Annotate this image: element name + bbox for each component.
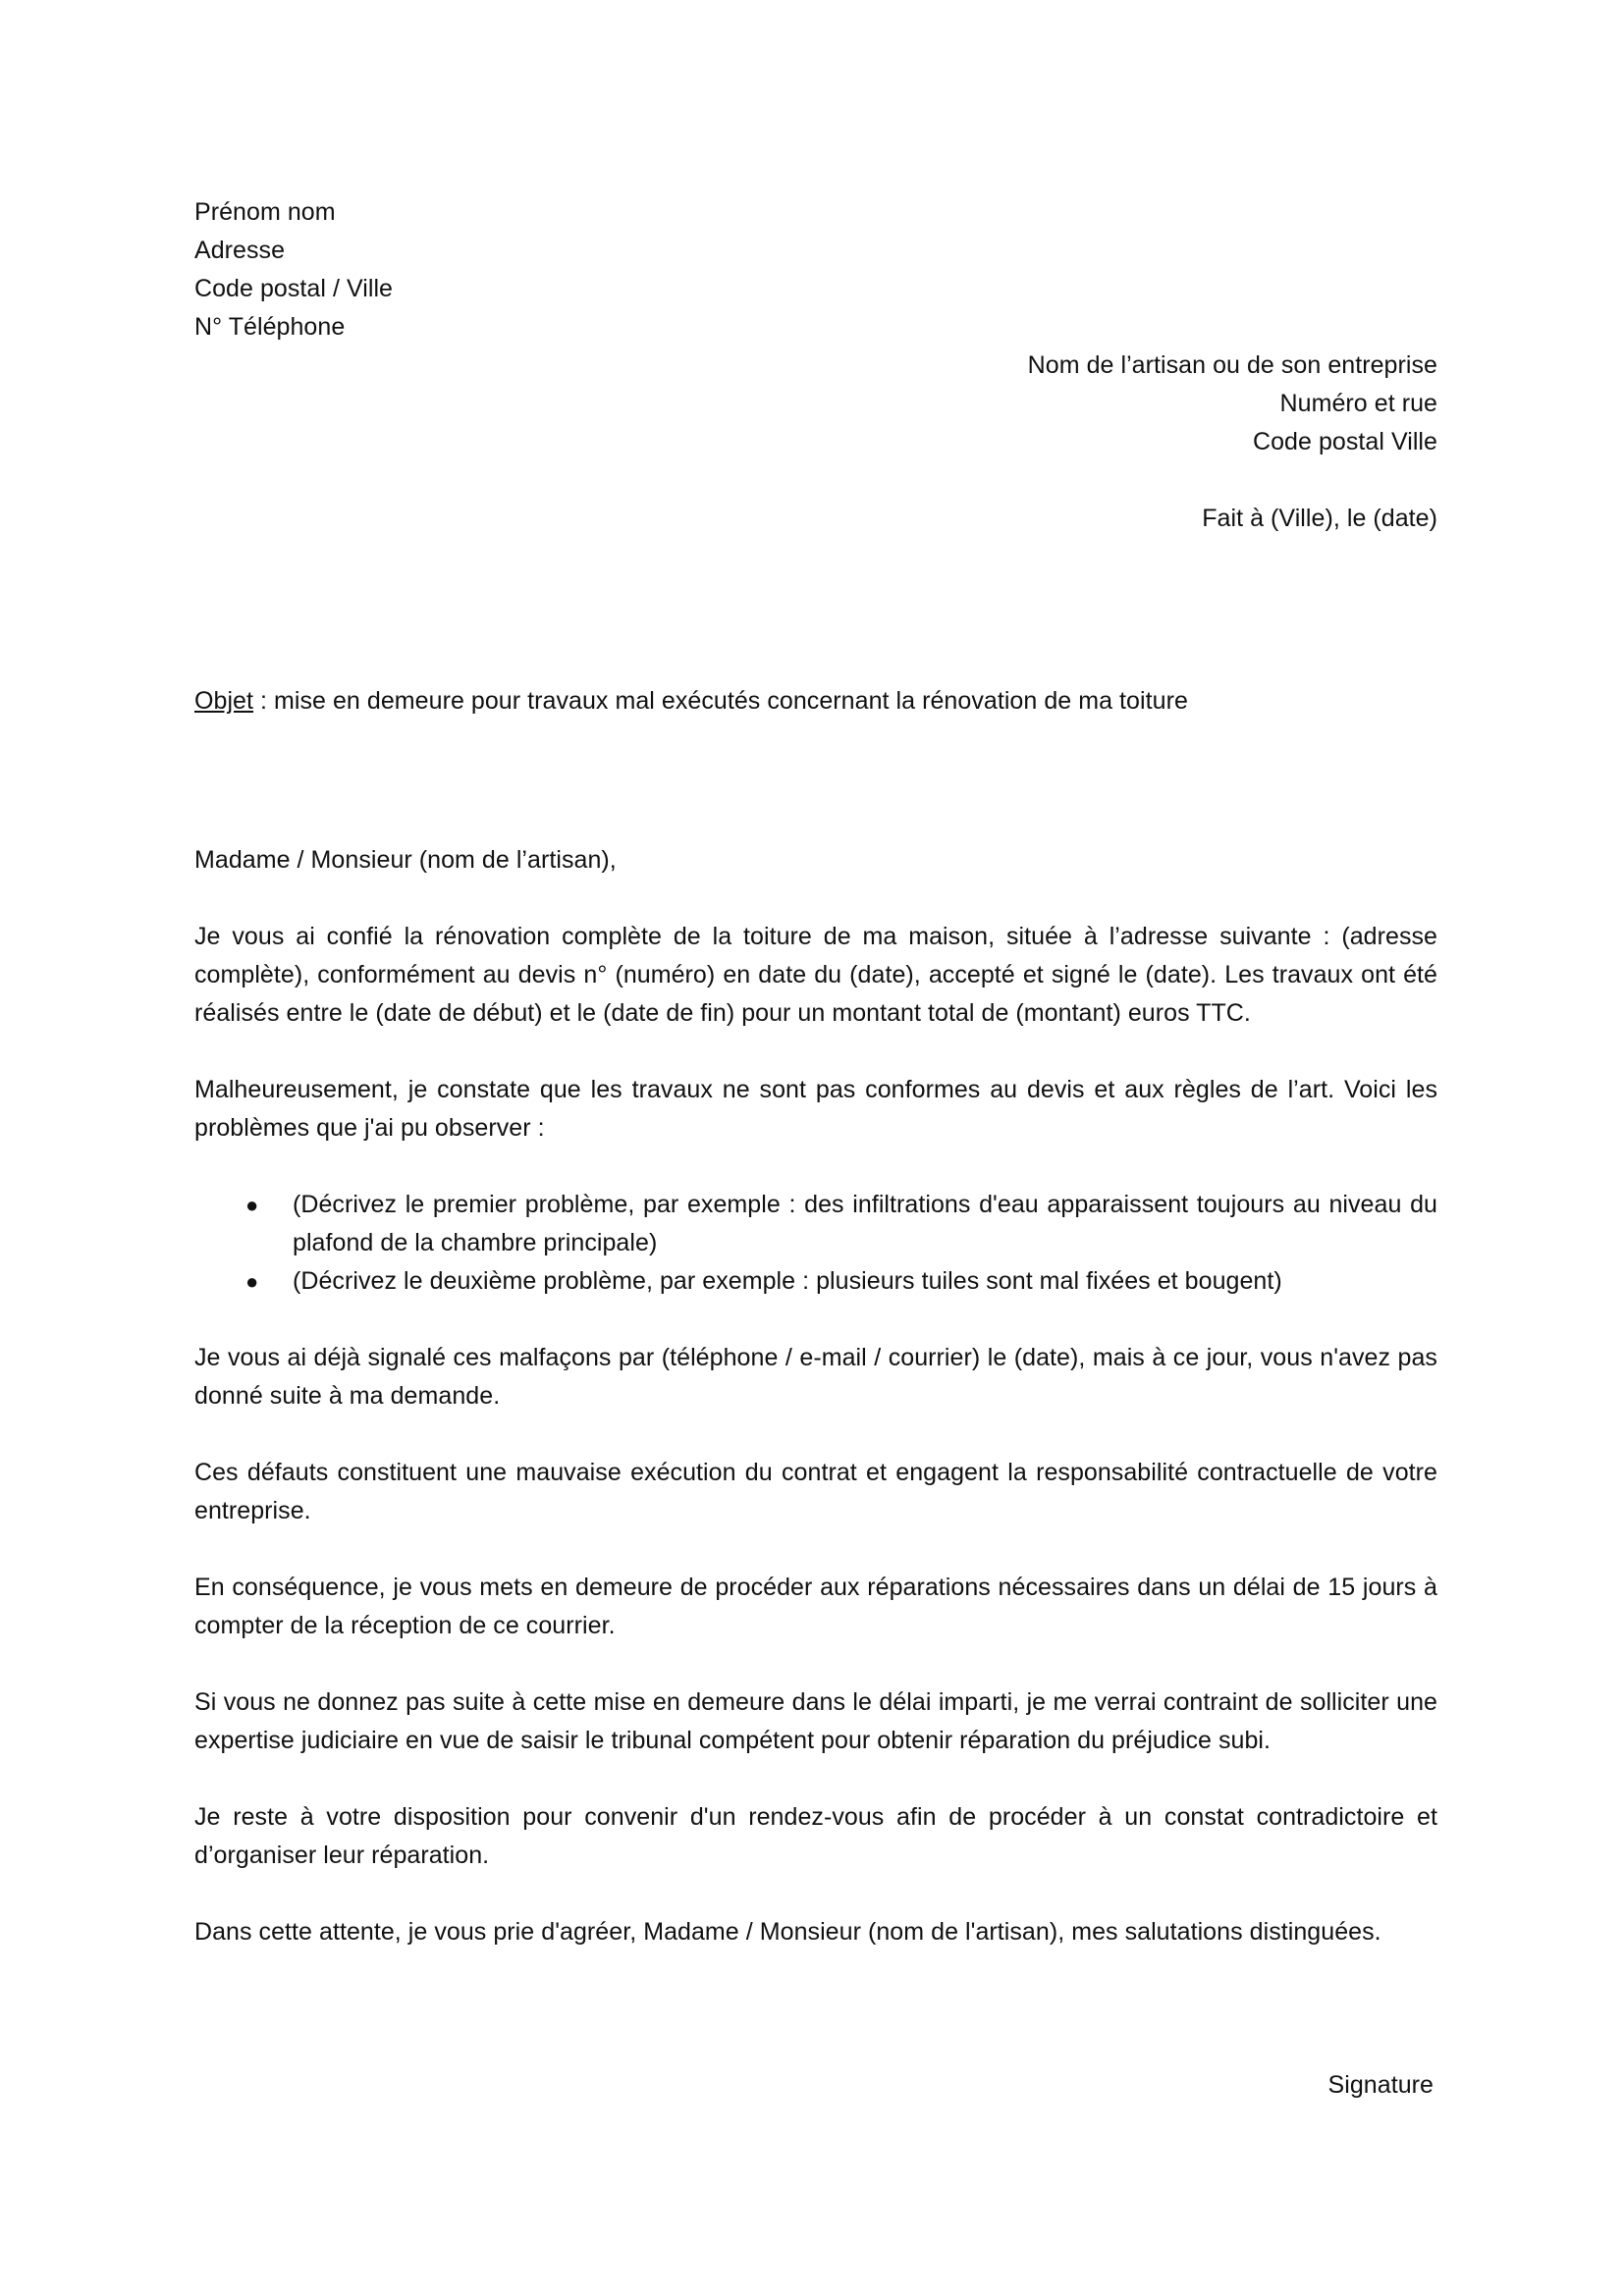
place-date	[194, 500, 1437, 538]
signature-text: Signature	[1327, 2071, 1434, 2099]
sender-postal-city: Code postal / Ville	[194, 275, 393, 302]
bullet-dot-icon: ●	[245, 1269, 259, 1294]
recipient-name: Nom de l’artisan ou de son entreprise	[1027, 351, 1437, 379]
list-item-text: (Décrivez le premier problème, par exemple : des infiltrations d'eau apparaissent toujours au niveau du plafond de la chambre principale)	[293, 1191, 1437, 1256]
paragraph-text: Si vous ne donnez pas suite à cette mise en demeure dans le délai imparti, je me verrai contraint de solliciter une expertise judiciaire en vue de saisir le tribunal compétent pour obtenir réparation du préjudice subi.	[194, 1688, 1437, 1754]
list-item	[194, 1262, 1437, 1301]
problem-list	[194, 1186, 1437, 1301]
sender-block	[194, 193, 393, 347]
recipient-block	[194, 347, 1437, 461]
recipient-postal-city: Code postal Ville	[1252, 428, 1437, 455]
sender-address: Adresse	[194, 237, 286, 264]
bullet-dot-icon: ●	[245, 1193, 259, 1217]
paragraph-availability	[194, 1798, 1437, 1875]
paragraph-previous-report	[194, 1339, 1437, 1415]
sender-phone: N° Téléphone	[194, 313, 346, 341]
paragraph-quote	[194, 918, 1437, 1033]
paragraph-text: En conséquence, je vous mets en demeure de procéder aux réparations nécessaires dans un délai de 15 jours à compter de la réception de ce courrier.	[194, 1574, 1437, 1639]
subject-text: : mise en demeure pour travaux mal exécutés concernant la rénovation de ma toiture	[253, 687, 1188, 715]
paragraph-defects	[194, 1454, 1437, 1530]
paragraph-problems-intro	[194, 1071, 1437, 1148]
recipient-street: Numéro et rue	[1279, 390, 1437, 417]
paragraph-formal-notice	[194, 1569, 1437, 1645]
subject-label: Objet	[194, 687, 254, 715]
subject-line	[194, 682, 1437, 721]
sender-name: Prénom nom	[194, 198, 336, 226]
paragraph-text: Ces défauts constituent une mauvaise exécution du contrat et engagent la responsabilité contractuelle de votre entreprise.	[194, 1459, 1437, 1524]
signature-block	[194, 2066, 1434, 2105]
closing-text: Dans cette attente, je vous prie d'agréer, Madame / Monsieur (nom de l'artisan), mes salutations distinguées.	[194, 1918, 1381, 1946]
paragraph-text: Je vous ai déjà signalé ces malfaçons par (téléphone / e-mail / courrier) le (date), mais à ce jour, vous n'avez pas donné suite à ma demande.	[194, 1344, 1437, 1410]
paragraph-text: Je vous ai confié la rénovation complète de la toiture de ma maison, située à l’adresse suivante : (adresse complète), conformément au devis n° (numéro) en date du (date), accepté et signé le (date). Les travaux ont été réalisés entre le (date de début) et le (date de fin) pour un montant total de (montant) euros TTC.	[194, 923, 1437, 1027]
closing	[194, 1913, 1437, 1951]
list-item	[194, 1186, 1437, 1262]
salutation	[194, 841, 1437, 880]
paragraph-text: Malheureusement, je constate que les travaux ne sont pas conformes au devis et aux règles de l’art. Voici les problèmes que j'ai pu observer :	[194, 1076, 1437, 1142]
paragraph-text: Je reste à votre disposition pour convenir d'un rendez-vous afin de procéder à un constat contradictoire et d’organiser leur réparation.	[194, 1803, 1437, 1869]
paragraph-legal-action	[194, 1683, 1437, 1760]
salutation-text: Madame / Monsieur (nom de l’artisan),	[194, 846, 617, 874]
place-date-text: Fait à (Ville), le (date)	[1202, 505, 1437, 532]
list-item-text: (Décrivez le deuxième problème, par exemple : plusieurs tuiles sont mal fixées et bougent)	[293, 1267, 1282, 1295]
